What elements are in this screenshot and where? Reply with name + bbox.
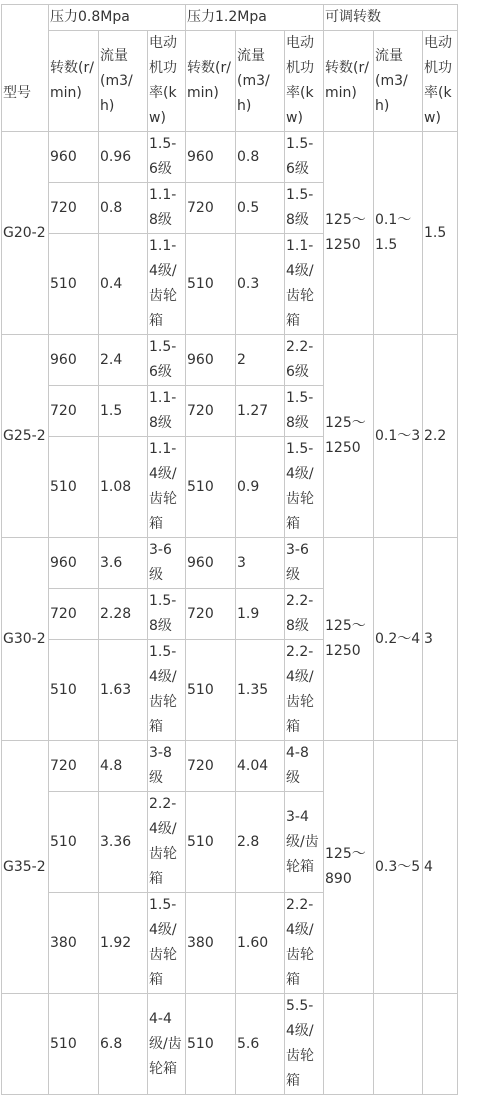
power-12-cell: 1.5-8级 <box>285 183 324 234</box>
table-row <box>2 335 458 386</box>
power-08-cell: 4-4级/齿轮箱 <box>148 994 186 1095</box>
flow-08-cell: 1.5 <box>99 386 148 437</box>
speed-12-cell: 510 <box>186 640 236 741</box>
header-speed: 转数(r/min) <box>49 31 99 132</box>
power-12-cell: 1.5-4级/齿轮箱 <box>285 437 324 538</box>
adj-power-cell: 1.5 <box>423 132 458 335</box>
flow-12-cell: 5.6 <box>236 994 285 1095</box>
power-08-cell: 1.5-4级/齿轮箱 <box>148 640 186 741</box>
speed-08-cell: 510 <box>49 234 99 335</box>
flow-12-cell: 1.60 <box>236 893 285 994</box>
speed-08-cell: 720 <box>49 741 99 792</box>
power-12-cell: 1.5-6级 <box>285 132 324 183</box>
table-row <box>2 538 458 589</box>
power-12-cell: 2.2-4级/齿轮箱 <box>285 640 324 741</box>
adj-speed-cell: 125～1250 <box>324 538 374 741</box>
power-12-cell: 4-8级 <box>285 741 324 792</box>
power-12-cell: 3-4级/齿轮箱 <box>285 792 324 893</box>
header-adjustable-speed: 可调转数 <box>324 5 458 31</box>
header-speed: 转数(r/min) <box>324 31 374 132</box>
pump-spec-table <box>1 4 458 1095</box>
flow-08-cell: 6.8 <box>99 994 148 1095</box>
speed-12-cell: 720 <box>186 183 236 234</box>
adj-flow-cell: 0.1～1.5 <box>374 132 423 335</box>
flow-12-cell: 0.5 <box>236 183 285 234</box>
power-08-cell: 1.1-4级/齿轮箱 <box>148 234 186 335</box>
adj-flow-cell <box>374 994 423 1095</box>
model-cell: G25-2 <box>2 335 49 538</box>
speed-12-cell: 960 <box>186 132 236 183</box>
adj-speed-cell: 125～890 <box>324 741 374 994</box>
power-12-cell: 5.5-4级/齿轮箱 <box>285 994 324 1095</box>
speed-08-cell: 720 <box>49 183 99 234</box>
speed-12-cell: 510 <box>186 994 236 1095</box>
power-08-cell: 1.1-4级/齿轮箱 <box>148 437 186 538</box>
header-pressure-08: 压力0.8Mpa <box>49 5 186 31</box>
header-row-pressure <box>2 5 458 31</box>
flow-08-cell: 3.6 <box>99 538 148 589</box>
flow-12-cell: 0.8 <box>236 132 285 183</box>
power-12-cell: 2.2-6级 <box>285 335 324 386</box>
adj-power-cell: 3 <box>423 538 458 741</box>
flow-12-cell: 2 <box>236 335 285 386</box>
adj-flow-cell: 0.2～4 <box>374 538 423 741</box>
speed-08-cell: 380 <box>49 893 99 994</box>
adj-flow-cell: 0.3～5 <box>374 741 423 994</box>
speed-12-cell: 720 <box>186 741 236 792</box>
speed-08-cell: 720 <box>49 386 99 437</box>
power-08-cell: 1.1-8级 <box>148 183 186 234</box>
flow-08-cell: 0.8 <box>99 183 148 234</box>
speed-12-cell: 510 <box>186 437 236 538</box>
speed-08-cell: 960 <box>49 335 99 386</box>
speed-08-cell: 510 <box>49 437 99 538</box>
header-flow: 流量(m3/h) <box>236 31 285 132</box>
speed-08-cell: 960 <box>49 132 99 183</box>
power-12-cell: 2.2-4级/齿轮箱 <box>285 893 324 994</box>
flow-08-cell: 4.8 <box>99 741 148 792</box>
speed-08-cell: 960 <box>49 538 99 589</box>
speed-08-cell: 510 <box>49 640 99 741</box>
header-power: 电动机功率(kw) <box>148 31 186 132</box>
table-row <box>2 994 458 1095</box>
flow-08-cell: 1.63 <box>99 640 148 741</box>
power-08-cell: 1.5-8级 <box>148 589 186 640</box>
power-08-cell: 3-6级 <box>148 538 186 589</box>
header-power: 电动机功率(kw) <box>423 31 458 132</box>
model-cell <box>2 994 49 1095</box>
flow-08-cell: 0.4 <box>99 234 148 335</box>
model-cell: G35-2 <box>2 741 49 994</box>
header-flow: 流量(m3/h) <box>99 31 148 132</box>
adj-speed-cell: 125～1250 <box>324 132 374 335</box>
adj-power-cell: 2.2 <box>423 335 458 538</box>
speed-12-cell: 720 <box>186 386 236 437</box>
header-flow: 流量(m3/h) <box>374 31 423 132</box>
flow-12-cell: 3 <box>236 538 285 589</box>
table-row <box>2 741 458 792</box>
adj-speed-cell: 125～1250 <box>324 335 374 538</box>
flow-08-cell: 2.28 <box>99 589 148 640</box>
speed-12-cell: 510 <box>186 792 236 893</box>
power-08-cell: 1.1-8级 <box>148 386 186 437</box>
speed-12-cell: 960 <box>186 538 236 589</box>
power-08-cell: 2.2-4级/齿轮箱 <box>148 792 186 893</box>
header-pressure-12: 压力1.2Mpa <box>186 5 324 31</box>
flow-08-cell: 1.92 <box>99 893 148 994</box>
power-12-cell: 1.5-8级 <box>285 386 324 437</box>
power-08-cell: 3-8级 <box>148 741 186 792</box>
flow-12-cell: 1.9 <box>236 589 285 640</box>
speed-08-cell: 720 <box>49 589 99 640</box>
flow-12-cell: 0.9 <box>236 437 285 538</box>
speed-12-cell: 960 <box>186 335 236 386</box>
header-power: 电动机功率(kw) <box>285 31 324 132</box>
power-08-cell: 1.5-6级 <box>148 335 186 386</box>
adj-power-cell: 4 <box>423 741 458 994</box>
flow-08-cell: 1.08 <box>99 437 148 538</box>
adj-speed-cell <box>324 994 374 1095</box>
speed-12-cell: 510 <box>186 234 236 335</box>
header-row-columns <box>2 31 458 132</box>
power-08-cell: 1.5-4级/齿轮箱 <box>148 893 186 994</box>
adj-power-cell <box>423 994 458 1095</box>
speed-12-cell: 380 <box>186 893 236 994</box>
adj-flow-cell: 0.1～3 <box>374 335 423 538</box>
flow-08-cell: 0.96 <box>99 132 148 183</box>
flow-12-cell: 2.8 <box>236 792 285 893</box>
power-12-cell: 3-6级 <box>285 538 324 589</box>
flow-12-cell: 0.3 <box>236 234 285 335</box>
flow-12-cell: 1.35 <box>236 640 285 741</box>
speed-12-cell: 720 <box>186 589 236 640</box>
power-08-cell: 1.5-6级 <box>148 132 186 183</box>
header-speed: 转数(r/min) <box>186 31 236 132</box>
flow-08-cell: 2.4 <box>99 335 148 386</box>
header-model: 型号 <box>2 5 49 132</box>
flow-08-cell: 3.36 <box>99 792 148 893</box>
power-12-cell: 2.2-8级 <box>285 589 324 640</box>
speed-08-cell: 510 <box>49 792 99 893</box>
speed-08-cell: 510 <box>49 994 99 1095</box>
power-12-cell: 1.1-4级/齿轮箱 <box>285 234 324 335</box>
table-row <box>2 132 458 183</box>
model-cell: G20-2 <box>2 132 49 335</box>
model-cell: G30-2 <box>2 538 49 741</box>
flow-12-cell: 1.27 <box>236 386 285 437</box>
flow-12-cell: 4.04 <box>236 741 285 792</box>
